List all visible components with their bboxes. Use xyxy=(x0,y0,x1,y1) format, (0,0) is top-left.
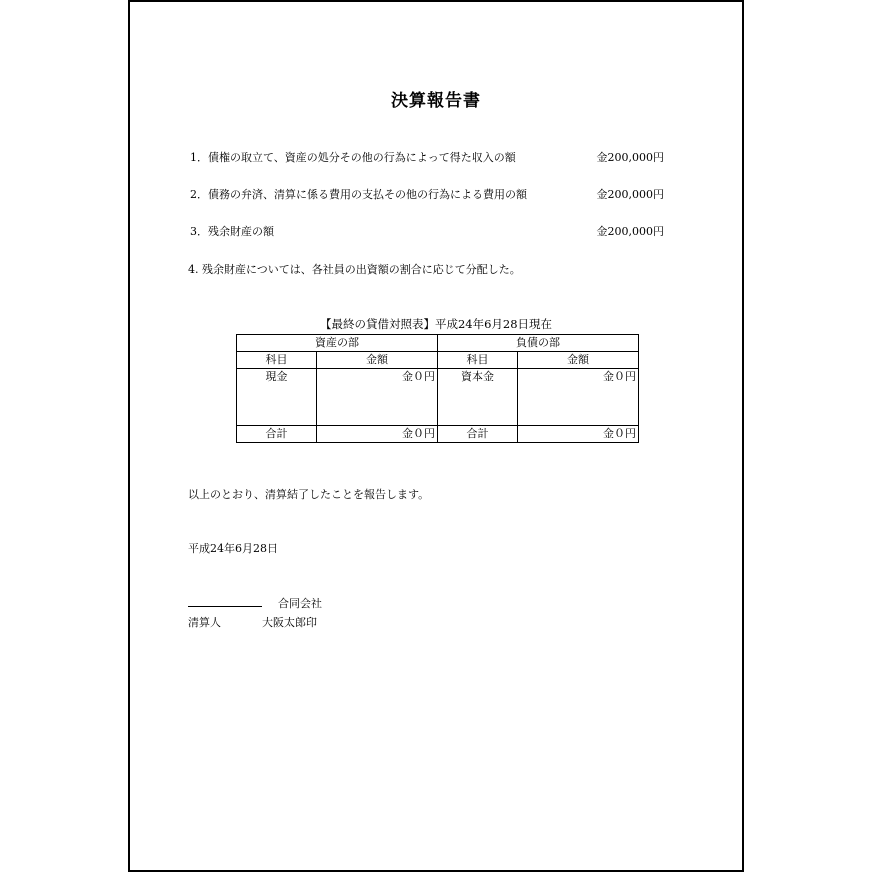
item-1-text: 1．債権の取立て、資産の処分その他の行為によって得た収入の額 xyxy=(190,151,516,164)
asset-total-amount: 金０円 xyxy=(317,426,438,443)
report-date: 平成24年6月28日 xyxy=(188,542,278,555)
table-row xyxy=(237,369,639,426)
balance-sheet-caption: 【最終の貸借対照表】平成24年6月28日現在 xyxy=(319,317,553,331)
table-row xyxy=(237,352,639,369)
item-3-amount: 金200,000円 xyxy=(596,225,664,238)
document-page xyxy=(128,0,744,872)
table-row xyxy=(237,426,639,443)
liquidator-name: 大阪太郎印 xyxy=(262,616,317,629)
asset-total-label: 合計 xyxy=(237,426,317,443)
liability-total-amount: 金０円 xyxy=(518,426,639,443)
assets-header: 資産の部 xyxy=(237,335,438,352)
liability-total-label: 合計 xyxy=(438,426,518,443)
item-3-text: 3．残余財産の額 xyxy=(190,225,274,238)
item-4-text: 4. 残余財産については、各社員の出資額の割合に応じて分配した。 xyxy=(188,263,521,276)
item-2-amount: 金200,000円 xyxy=(596,188,664,201)
asset-amount: 金０円 xyxy=(317,369,438,426)
item-2-text: 2．債務の弁済、清算に係る費用の支払その他の行為による費用の額 xyxy=(190,188,527,201)
liability-amount: 金０円 xyxy=(518,369,639,426)
col-item-liabilities: 科目 xyxy=(438,352,518,369)
closing-statement: 以上のとおり、清算結了したことを報告します。 xyxy=(188,488,430,501)
asset-item: 現金 xyxy=(237,369,317,426)
liabilities-header: 負債の部 xyxy=(438,335,639,352)
col-amount-liabilities: 金額 xyxy=(518,352,639,369)
col-item-assets: 科目 xyxy=(237,352,317,369)
balance-sheet-table xyxy=(236,334,639,443)
liquidator-label: 清算人 xyxy=(188,616,221,629)
table-row xyxy=(237,335,639,352)
col-amount-assets: 金額 xyxy=(317,352,438,369)
company-type: 合同会社 xyxy=(278,597,322,610)
document-title: 決算報告書 xyxy=(391,91,481,111)
liability-item: 資本金 xyxy=(438,369,518,426)
item-1-amount: 金200,000円 xyxy=(596,151,664,164)
company-name-blank xyxy=(188,606,262,607)
